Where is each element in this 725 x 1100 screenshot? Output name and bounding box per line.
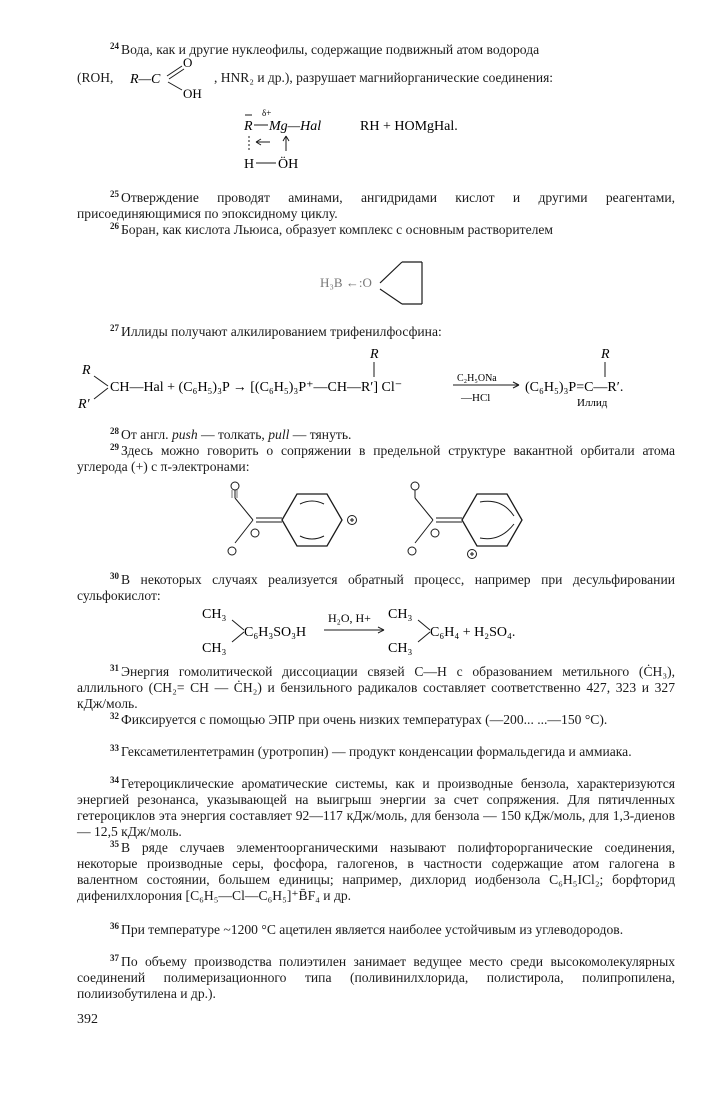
note-number: 25 [110, 189, 119, 199]
page-number: 392 [77, 1012, 98, 1027]
note-number: 35 [110, 839, 119, 849]
ylide-caption: Иллид [577, 397, 608, 409]
delta-label: δ+ [262, 108, 272, 118]
note-number: 28 [110, 426, 119, 436]
note-number: 32 [110, 711, 119, 721]
note-number: 36 [110, 921, 119, 931]
note-text-end: — тянуть. [292, 427, 352, 442]
note-31 [77, 660, 675, 712]
note-25 [77, 186, 675, 222]
mg-hal-label: Mg—Hal [269, 119, 322, 134]
oh-label: ÖH [278, 157, 299, 172]
note-29 [77, 439, 675, 475]
ylide-part1: CH—Hal + (C₆H₅)₃P → [(C₆H₅)₃P⁺—CH—R′] Cl⁻ [110, 380, 403, 395]
o-label: O [183, 55, 193, 70]
note-33 [77, 740, 675, 760]
note-32 [77, 708, 675, 728]
note-text: Здесь можно говорить о сопряжении в предельной структуре вакантной орбитали атома углерода (+) с π-электронами: [77, 443, 675, 474]
nitro-structure-2 [408, 482, 522, 559]
ch3-top-left: CH₃ [202, 607, 227, 622]
ylide-scheme [75, 344, 675, 414]
push-word: push [171, 427, 198, 442]
grignard-scheme [240, 104, 510, 176]
ch3-bottom-left: CH₃ [202, 641, 227, 656]
pull-word: pull [268, 427, 290, 442]
r-label: R [244, 119, 253, 134]
reagent-top: C₂H₅ONa [457, 373, 497, 384]
note-text: Фиксируется с помощью ЭПР при очень низких температурах (—200... ...—150 °C). [121, 712, 608, 727]
note-34 [77, 772, 675, 840]
note-number: 27 [110, 323, 119, 333]
right-products: C₆H₄ + H₂SO₄. [430, 625, 516, 640]
oh-label: OH [183, 86, 202, 101]
nitro-conjugation-structures [210, 478, 540, 570]
note-35 [77, 836, 675, 904]
note-number: 26 [110, 221, 119, 231]
r-bottom: R′ [78, 397, 90, 412]
note-text: При температуре ~1200 °C ацетилен является наиболее устойчивым из углеводородов. [121, 922, 624, 937]
note-text: Иллиды получают алкилированием трифенилфосфина: [121, 324, 442, 339]
note-number: 34 [110, 775, 119, 785]
rc-label: R—C [130, 72, 161, 87]
note-number: 30 [110, 571, 119, 581]
r-top: R [82, 363, 91, 378]
ch3-top-right: CH₃ [388, 607, 413, 622]
note-30 [77, 568, 675, 604]
note-36 [77, 918, 675, 938]
note-26 [77, 218, 675, 238]
note-text: Энергия гомолитической диссоциации связей C—H с образованием метильного (ĊH₃), аллильного (CH₂= CH — ĊH₂) и бензильного радикалов составляет соответственно 427, 323 и 327 кДж/моль. [77, 664, 675, 711]
h-label: H [244, 157, 255, 172]
note-number: 24 [110, 41, 119, 51]
ch3-bottom-right: CH₃ [388, 641, 413, 656]
desulfonation-scheme [198, 600, 558, 658]
note-27 [77, 320, 675, 340]
carboxylic-acid-formula [128, 52, 218, 102]
note-text: В ряде случаев элементоорганическими называют полифторорганические соединения, некоторые производные серы, фосфора, галогенов, в частности содержащие атом галогена в валентном состоянии, большем единицы; например, дихлорид иодбензола C₆H₅ICl₂; борфторид дифенилхлорония [C₆H₅—Cl—C₆H₅]⁺B̄F₄ и др. [77, 840, 675, 903]
borane-thf-complex [318, 256, 438, 310]
note-number: 31 [110, 663, 119, 673]
note-text: Отверждение проводят аминами, ангидридами кислот и другими реагентами, присоединяющимися по эпоксидному циклу. [77, 190, 675, 221]
note-number: 33 [110, 743, 119, 753]
ylide-product: (C₆H₅)₃P=C—R′. [525, 380, 624, 395]
note-37 [77, 950, 675, 1002]
note-text: Гексаметилентетрамин (уротропин) — продукт конденсации формальдегида и аммиака. [121, 744, 632, 759]
borane-complex-label: H₃B ←:O [320, 275, 372, 290]
note-number: 37 [110, 953, 119, 963]
note-24-line2-b: , HNR₂ и др.), разрушает магнийорганические соединения: [214, 70, 554, 85]
r2-label: R [601, 347, 610, 362]
nitro-structure-1 [228, 482, 357, 555]
note-text: Боран, как кислота Льюиса, образует комплекс с основным растворителем [121, 222, 554, 237]
note-text: От англ. [121, 427, 169, 442]
r1-label: R [370, 347, 379, 362]
note-text: Вода, как и другие нуклеофилы, содержащие подвижный атом водорода [121, 42, 540, 57]
left-compound: C₆H₃SO₃H [244, 625, 307, 640]
reagent-bottom: —HCl [461, 392, 491, 404]
product-label: RH + HOMgHal. [360, 119, 458, 134]
note-text-mid: — толкать, [201, 427, 265, 442]
reaction-conditions: H₂O, H+ [328, 611, 371, 625]
note-text: Гетероциклические ароматические системы, как и производные бензола, характеризуются энергией резонанса, указывающей на выигрыш энергии за счет сопряжения. Для пятичленных гетероциклов эта энергия составляет 92—117 кДж/моль, для бензола — 150 кДж/моль, для 1,3-диенов — 12,5 кДж/моль. [77, 776, 675, 839]
note-text: По объему производства полиэтилен занимает ведущее место среди высокомолекулярных соединений полимеризационного типа (поливинилхлорида, полистирола, полипропилена, полиизобутилена и др.). [77, 954, 675, 1001]
note-24-line2-a: (ROH, [77, 70, 114, 85]
note-number: 29 [110, 442, 119, 452]
note-text: В некоторых случаях реализуется обратный процесс, например при десульфировании сульфокислот: [77, 572, 675, 603]
